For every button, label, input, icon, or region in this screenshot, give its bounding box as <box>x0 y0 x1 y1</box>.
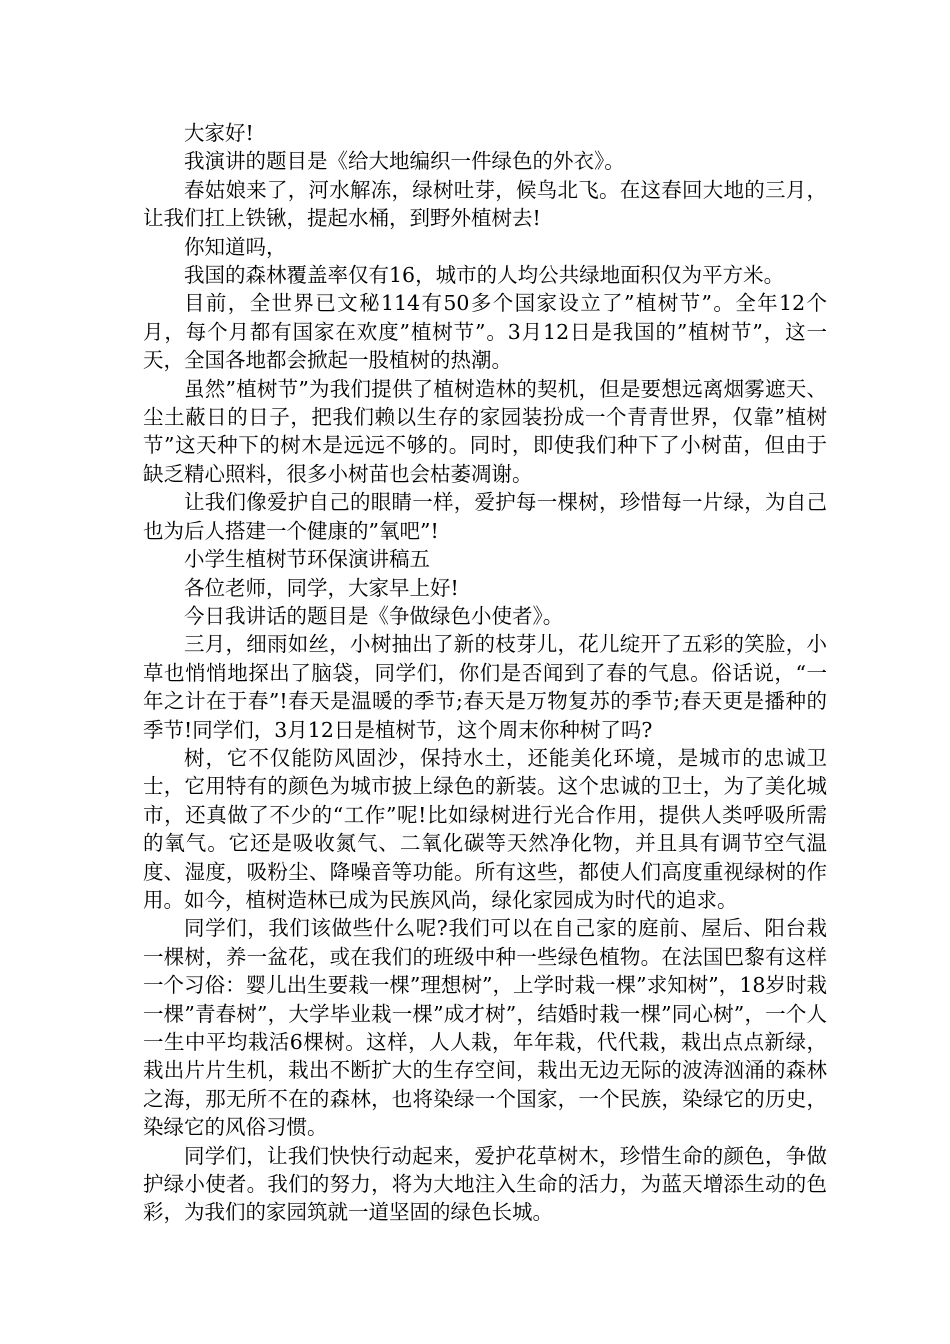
greeting-paragraph: 各位老师，同学，大家早上好! <box>184 575 459 600</box>
body-paragraph: 三月，细雨如丝，小树抽出了新的枝芽儿，花儿绽开了五彩的笑脸，小草也悄悄地探出了脑袋，同学们，你们是否闻到了春的气息。俗话说，“一年之计在于春”!春天是温暖的季节;春天是万物复苏的季节;春天更是播种的季节!同学们，3月12日是植树节，这个周末你种树了吗? <box>143 632 827 742</box>
speech-title-paragraph: 我演讲的题目是《给大地编织一件绿色的外衣》。 <box>184 149 625 174</box>
body-paragraph: 让我们像爱护自己的眼睛一样，爱护每一棵树，珍惜每一片绿，为自己也为后人搭建一个健康的”氧吧”! <box>143 490 827 543</box>
section-heading: 小学生植树节环保演讲稿五 <box>184 547 430 572</box>
speech-title-paragraph: 今日我讲话的题目是《争做绿色小使者》。 <box>184 603 564 628</box>
body-paragraph: 我国的森林覆盖率仅有16，城市的人均公共绿地面积仅为平方米。 <box>184 263 785 288</box>
body-paragraph: 你知道吗， <box>184 234 287 259</box>
body-paragraph: 目前，全世界已文秘114有50多个国家设立了”植树节”。全年12个月，每个月都有国家在欢度”植树节”。3月12日是我国的”植树节”，这一天，全国各地都会掀起一股植树的热潮。 <box>143 291 827 373</box>
document-page <box>143 119 827 1227</box>
body-paragraph: 同学们，我们该做些什么呢?我们可以在自己家的庭前、屋后、阳台栽一棵树，养一盆花，或在我们的班级中种一些绿色植物。在法国巴黎有这样一个习俗：婴儿出生要栽一棵”理想树”，上学时栽一棵”求知树”，18岁时栽一棵”青春树”，大学毕业栽一棵”成才树”，结婚时栽一棵”同心树”，一个人一生中平均栽活6棵树。这样，人人栽，年年栽，代代栽，栽出点点新绿，栽出片片生机，栽出不断扩大的生存空间，栽出无边无际的波涛汹涌的森林之海，那无所不在的森林，也将染绿一个国家，一个民族，染绿它的历史，染绿它的风俗习惯。 <box>143 916 827 1140</box>
body-paragraph: 同学们，让我们快快行动起来，爱护花草树木，珍惜生命的颜色，争做护绿小使者。我们的努力，将为大地注入生命的活力，为蓝天增添生动的色彩，为我们的家园筑就一道坚固的绿色长城。 <box>143 1143 827 1225</box>
body-paragraph: 虽然”植树节”为我们提供了植树造林的契机，但是要想远离烟雾遮天、尘土蔽日的日子，把我们赖以生存的家园装扮成一个青青世界，仅靠”植树节”这天种下的树木是远远不够的。同时，即使我们种下了小树苗，但由于缺乏精心照料，很多小树苗也会枯萎凋谢。 <box>143 376 827 486</box>
greeting-paragraph: 大家好! <box>184 121 254 145</box>
body-paragraph: 树，它不仅能防风固沙，保持水土，还能美化环境，是城市的忠诚卫士，它用特有的颜色为城市披上绿色的新装。这个忠诚的卫士，为了美化城市，还真做了不少的“工作”呢!比如绿树进行光合作用，提供人类呼吸所需的氧气。它还是吸收氮气、二氧化碳等天然净化物，并且具有调节空气温度、湿度，吸粉尘、降噪音等功能。所有这些，都使人们高度重视绿树的作用。如今，植树造林已成为民族风尚，绿化家园成为时代的追求。 <box>143 745 827 912</box>
body-paragraph: 春姑娘来了，河水解冻，绿树吐芽，候鸟北飞。在这春回大地的三月，让我们扛上铁锹，提起水桶，到野外植树去! <box>143 177 827 231</box>
